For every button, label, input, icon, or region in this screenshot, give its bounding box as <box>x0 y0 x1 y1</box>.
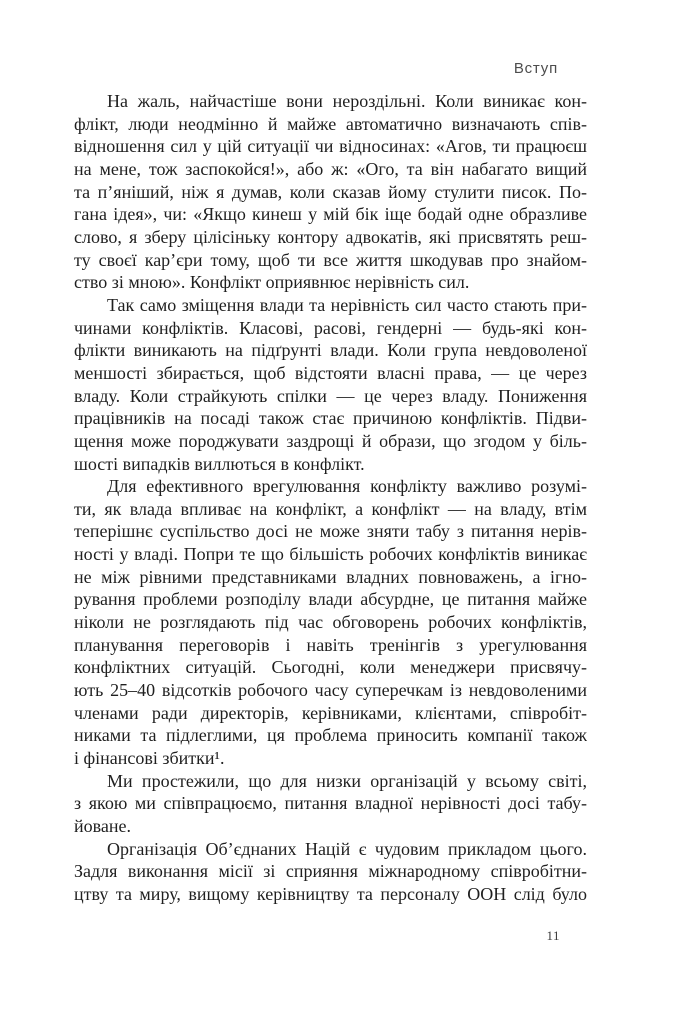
text-line: ти, як влада впливає на конфлікт, а конфлікт — на владу, втім <box>74 498 587 519</box>
text-line: чинами конфліктів. Класові, расові, гендерні — будь-які кон- <box>74 317 587 338</box>
paragraph <box>74 294 587 475</box>
body-text <box>74 90 587 906</box>
text-line: та п’яніший, ніж я думав, коли сказав йому стулити писок. По- <box>74 181 587 202</box>
text-line: На жаль, найчастіше вони нероздільні. Коли виникає кон- <box>107 91 587 111</box>
text-line: меншості збирається, щоб відстояти власні права, — це через <box>74 362 587 383</box>
paragraph <box>74 475 587 770</box>
text-line: щення може породжувати заздрощі й образи, що згодом у біль- <box>74 430 587 451</box>
paragraph <box>74 90 587 294</box>
text-line: ту своєї кар’єри тому, щоб ти все життя шкодував про знайом- <box>74 249 587 270</box>
text-line: флікти виникають на підґрунті влади. Коли група невдоволеної <box>74 340 587 361</box>
text-line: владу. Коли страйкують спілки — це через владу. Пониження <box>74 385 587 406</box>
text-line: з якою ми співпрацюємо, питання владної нерівності досі табу- <box>74 793 587 814</box>
text-line: гана ідея», чи: «Якщо кинеш у мій бік іще бодай одне образливе <box>74 204 587 225</box>
text-line: працівників на посаді також стає причиною конфліктів. Підви- <box>74 408 587 429</box>
text-line: ності у владі. Попри те що більшість робочих конфліктів виникає <box>74 544 587 565</box>
text-line: флікт, люди неодмінно й майже автоматично визначають спів- <box>74 113 587 134</box>
text-line: ють 25–40 відсотків робочого часу суперечкам із невдоволеними <box>74 680 587 701</box>
text-line: шості випадків виллються в конфлікт. <box>74 453 365 474</box>
text-line: на мене, тож заспокойся!», або ж: «Ого, та він набагато вищий <box>74 158 587 179</box>
text-line: ніколи не розглядають під час обговорень робочих конфліктів, <box>74 612 587 633</box>
text-line: членами ради директорів, керівниками, клієнтами, співробіт- <box>74 702 587 723</box>
text-line: цтву та миру, вищому керівництву та персоналу ООН слід було <box>74 883 587 904</box>
page-number: 11 <box>546 928 560 943</box>
running-head: Вступ <box>513 60 558 77</box>
text-line: відношення сил у цій ситуації чи відносинах: «Агов, ти працюєш <box>74 136 587 157</box>
text-line: йоване. <box>74 816 132 836</box>
text-line: никами та підлеглими, ця проблема приносить компанії також <box>74 725 587 746</box>
text-line: планування переговорів і навіть тренінгів з урегулювання <box>74 634 587 655</box>
text-line: і фінансові збитки¹. <box>74 748 225 769</box>
text-line: слово, я зберу цілісіньку контору адвокатів, які присвятять реш- <box>74 226 587 247</box>
text-line: Так само зміщення влади та нерівність сил часто стають при- <box>107 294 587 315</box>
text-line: Ми простежили, що для низки організацій у всьому світі, <box>107 770 587 791</box>
text-line: ство зі мною». Конфлікт оприявнює нерівність сил. <box>74 272 470 293</box>
text-line: конфліктних ситуацій. Сьогодні, коли менеджери присвячу- <box>74 657 587 678</box>
text-line: не між рівними представниками владних повноважень, а ігно- <box>74 566 587 587</box>
paragraph <box>74 770 587 838</box>
text-line: Організація Об’єднаних Націй є чудовим прикладом цього. <box>107 838 587 859</box>
text-line: теперішнє суспільство досі не може зняти табу з питання нерів- <box>74 521 587 542</box>
text-line: Задля виконання місії зі сприяння міжнародному співробітни- <box>74 861 587 882</box>
text-line: Для ефективного врегулювання конфлікту важливо розумі- <box>107 476 587 497</box>
text-line: рування проблеми розподілу влади абсурдне, це питання майже <box>74 589 587 610</box>
paragraph <box>74 838 587 906</box>
